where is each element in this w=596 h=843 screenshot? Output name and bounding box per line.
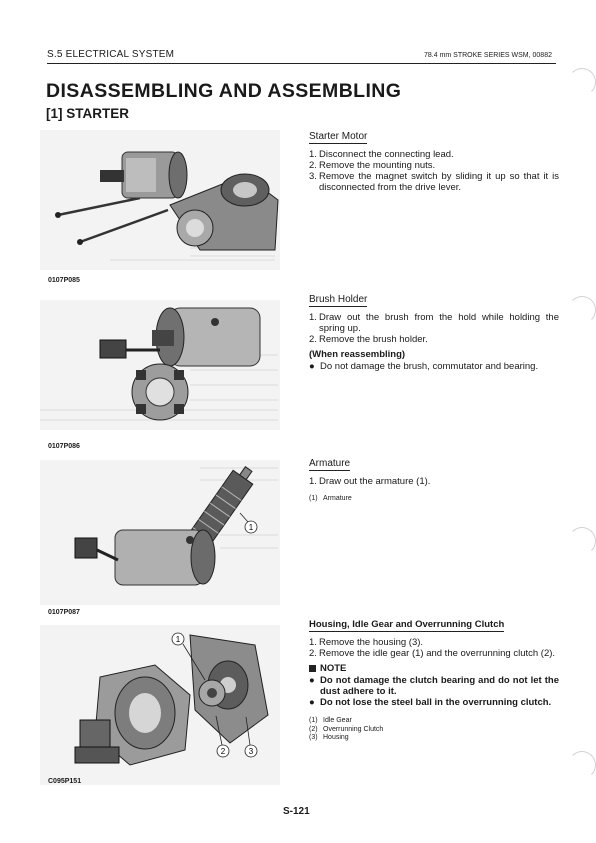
callout-1-label: 1 xyxy=(175,635,181,644)
running-header-manual: 78.4 mm STROKE SERIES WSM, 00882 xyxy=(424,52,552,59)
legend-number: (2) xyxy=(309,725,318,733)
callout-2-label: 2 xyxy=(220,747,226,756)
binder-hole-mark xyxy=(568,296,596,324)
figure-housing-idle-gear xyxy=(40,625,280,785)
binder-hole-mark xyxy=(568,68,596,96)
step-item xyxy=(309,648,559,659)
section-heading: Brush Holder xyxy=(309,294,368,305)
step-number: 1. xyxy=(309,637,317,648)
housing-idle-gear-photo xyxy=(40,625,280,785)
note-item xyxy=(309,675,559,697)
section-housing-idle-gear xyxy=(309,619,559,743)
page-number: S-121 xyxy=(283,806,310,817)
figure-starter-motor xyxy=(40,130,280,284)
step-item xyxy=(309,334,559,345)
legend-text: Housing xyxy=(323,734,349,741)
note-text: Do not damage the clutch bearing and do not let the dust adhere to it. xyxy=(320,675,559,697)
legend-number: (1) xyxy=(309,495,318,502)
bullet-icon: ● xyxy=(309,361,315,372)
bullet-icon: ● xyxy=(309,675,315,686)
step-item xyxy=(309,160,559,171)
section-title: [1] STARTER xyxy=(46,106,129,121)
running-header-section: S.5 ELECTRICAL SYSTEM xyxy=(47,49,175,60)
legend-text: Idle Gear xyxy=(323,717,352,724)
section-brush-holder xyxy=(309,294,559,372)
legend-number: (3) xyxy=(309,734,318,741)
figure-legend xyxy=(309,717,559,743)
bullet-icon: ● xyxy=(309,697,315,708)
section-starter-motor xyxy=(309,131,559,193)
legend-item xyxy=(309,734,559,743)
step-number: 2. xyxy=(309,160,317,171)
step-item xyxy=(309,312,559,334)
section-armature xyxy=(309,458,559,504)
bullet-item xyxy=(309,361,559,372)
step-number: 1. xyxy=(309,312,317,323)
figure-code: C095P151 xyxy=(48,778,82,785)
figure-armature xyxy=(40,460,280,616)
bullet-text: Do not damage the brush, commutator and bearing. xyxy=(320,361,539,372)
step-text: Remove the brush holder. xyxy=(319,334,428,345)
figure-code: 0107P087 xyxy=(48,609,80,616)
section-heading: Armature xyxy=(309,458,351,469)
armature-photo xyxy=(40,460,280,605)
header-rule xyxy=(47,63,556,64)
figure-brush-holder xyxy=(40,300,280,450)
note-label: NOTE xyxy=(320,663,347,674)
step-item xyxy=(309,149,559,160)
figure-code: 0107P085 xyxy=(48,277,80,284)
note-item xyxy=(309,697,559,708)
brush-holder-photo xyxy=(40,300,280,430)
step-item xyxy=(309,637,559,648)
step-text: Remove the idle gear (1) and the overrunning clutch (2). xyxy=(319,648,556,659)
callout-3-label: 3 xyxy=(248,747,254,756)
step-text: Remove the mounting nuts. xyxy=(319,160,436,171)
step-text: Disconnect the connecting lead. xyxy=(319,149,454,160)
step-text: Remove the housing (3). xyxy=(319,637,424,648)
legend-item xyxy=(309,495,559,504)
callout-1-label: 1 xyxy=(248,523,254,532)
section-heading: Housing, Idle Gear and Overrunning Clutch xyxy=(309,619,505,630)
step-number: 1. xyxy=(309,476,317,487)
step-number: 2. xyxy=(309,648,317,659)
step-text: Draw out the brush from the hold while holding the spring up. xyxy=(319,312,559,334)
figure-legend xyxy=(309,495,559,504)
step-number: 3. xyxy=(309,171,317,182)
note-square-icon xyxy=(309,665,316,672)
legend-number: (1) xyxy=(309,717,318,724)
legend-text: Overrunning Clutch xyxy=(323,725,384,733)
note-text: Do not lose the steel ball in the overrunning clutch. xyxy=(320,697,552,708)
legend-item xyxy=(309,726,559,735)
step-number: 1. xyxy=(309,149,317,160)
legend-text: Armature xyxy=(323,495,352,502)
figure-code: 0107P086 xyxy=(48,443,80,450)
step-text: Remove the magnet switch by sliding it up so that it is disconnected from the drive lever. xyxy=(319,171,559,193)
starter-motor-photo xyxy=(40,130,280,270)
binder-hole-mark xyxy=(568,751,596,779)
section-heading: Starter Motor xyxy=(309,131,368,142)
step-item xyxy=(309,476,559,487)
reassembling-subheading: (When reassembling) xyxy=(309,349,406,360)
step-item xyxy=(309,171,559,193)
step-number: 2. xyxy=(309,334,317,345)
page-title: DISASSEMBLING AND ASSEMBLING xyxy=(46,80,402,102)
step-text: Draw out the armature (1). xyxy=(319,476,431,487)
legend-item xyxy=(309,717,559,726)
binder-hole-mark xyxy=(568,527,596,555)
note-heading xyxy=(309,663,559,674)
